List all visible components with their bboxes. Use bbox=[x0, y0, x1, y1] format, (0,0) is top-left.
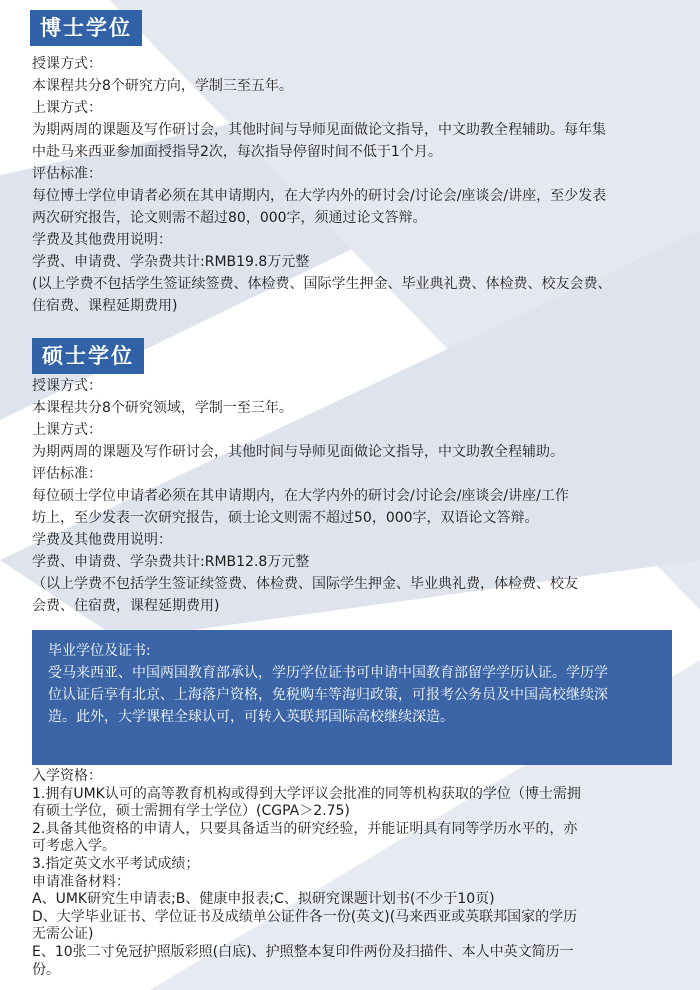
admission-line: 可考虑入学。 bbox=[32, 838, 116, 855]
phd-line: 为期两周的课题及写作研讨会，其他时间与导师见面做论文指导，中文助教全程辅助。每年集 bbox=[32, 122, 606, 138]
phd-line: (以上学费不包括学生签证续签费、体检费、国际学生押金、毕业典礼费、体检费、校友会费、 bbox=[32, 276, 612, 292]
phd-line: 本课程共分8个研究方向，学制三至五年。 bbox=[32, 78, 293, 94]
master-line: 会费、住宿费，课程延期费用) bbox=[32, 598, 220, 614]
certificate-line: 受马来西亚、中国两国教育部承认，学历学位证书可申请中国教育部留学学历认证。学历学 bbox=[48, 665, 608, 681]
admission-line: 2.具备其他资格的申请人，只要具备适当的研究经验，并能证明具有同等学历水平的，亦 bbox=[32, 820, 578, 837]
master-line: 评估标准： bbox=[32, 466, 102, 482]
admission-line: 1.拥有UMK认可的高等教育机构或得到大学评议会批准的同等机构获取的学位（博士需拥 bbox=[32, 785, 581, 802]
admission-line: 份。 bbox=[32, 961, 60, 978]
master-line: （以上学费不包括学生签证续签费、体检费、国际学生押金、毕业典礼费，体检费、校友 bbox=[32, 576, 578, 592]
admission-line: 申请准备材料： bbox=[32, 873, 130, 890]
certificate-heading: 毕业学位及证书: bbox=[48, 643, 151, 659]
master-line: 坊上，至少发表一次研究报告，硕士论文则需不超过50，000字，双语论文答辩。 bbox=[32, 510, 539, 526]
phd-line: 每位博士学位申请者必须在其申请期内，在大学内外的研讨会/讨论会/座谈会/讲座，至少发表 bbox=[32, 188, 607, 204]
admission-line: A、UMK研究生申请表;B、健康申报表;C、拟研究课题计划书(不少于10页) bbox=[32, 891, 495, 908]
master-details bbox=[32, 375, 672, 617]
master-section-title: 硕士学位 bbox=[32, 338, 144, 374]
master-line: 为期两周的课题及写作研讨会，其他时间与导师见面做论文指导，中文助教全程辅助。 bbox=[32, 444, 564, 460]
master-line: 本课程共分8个研究领域，学制一至三年。 bbox=[32, 400, 293, 416]
admission-line: D、大学毕业证书、学位证书及成绩单公证件各一份(英文)(马来西亚或英联邦国家的学历 bbox=[32, 908, 578, 925]
admission-line: 有硕士学位，硕士需拥有学士学位）(CGPA＞2.75) bbox=[32, 803, 350, 820]
admission-line: E、10张二寸免冠护照版彩照(白底)、护照整本复印件两份及扫描件、本人中英文简历一 bbox=[32, 943, 574, 960]
phd-line: 学费及其他费用说明： bbox=[32, 232, 172, 248]
phd-line: 评估标准： bbox=[32, 166, 102, 182]
admission-line: 无需公证) bbox=[32, 926, 94, 943]
phd-line: 中赴马来西亚参加面授指导2次，每次指导停留时间不低于1个月。 bbox=[32, 144, 442, 160]
phd-line: 上课方式： bbox=[32, 100, 102, 116]
phd-line: 住宿费、课程延期费用) bbox=[32, 298, 178, 314]
phd-line: 授课方式： bbox=[32, 56, 102, 72]
master-line: 上课方式： bbox=[32, 422, 102, 438]
master-line: 学费、申请费、学杂费共计:RMB12.8万元整 bbox=[32, 554, 310, 570]
admission-line: 入学资格： bbox=[32, 768, 102, 784]
admission-requirements bbox=[32, 768, 682, 979]
phd-line: 两次研究报告，论文则需不超过80，000字，须通过论文答辩。 bbox=[32, 210, 427, 226]
phd-line: 学费、申请费、学杂费共计:RMB19.8万元整 bbox=[32, 254, 310, 270]
master-line: 授课方式： bbox=[32, 378, 102, 394]
master-line: 每位硕士学位申请者必须在其申请期内，在大学内外的研讨会/讨论会/座谈会/讲座/工作 bbox=[32, 488, 569, 504]
phd-details bbox=[32, 53, 672, 317]
certificate-line: 位认证后享有北京、上海落户资格，免税购车等海归政策，可报考公务员及中国高校继续深 bbox=[48, 687, 608, 703]
certificate-box bbox=[32, 630, 672, 765]
master-line: 学费及其他费用说明： bbox=[32, 532, 172, 548]
phd-section-title: 博士学位 bbox=[30, 10, 142, 46]
admission-line: 3.指定英文水平考试成绩； bbox=[32, 855, 200, 872]
certificate-line: 造。此外，大学课程全球认可，可转入英联邦国际高校继续深造。 bbox=[48, 709, 454, 725]
